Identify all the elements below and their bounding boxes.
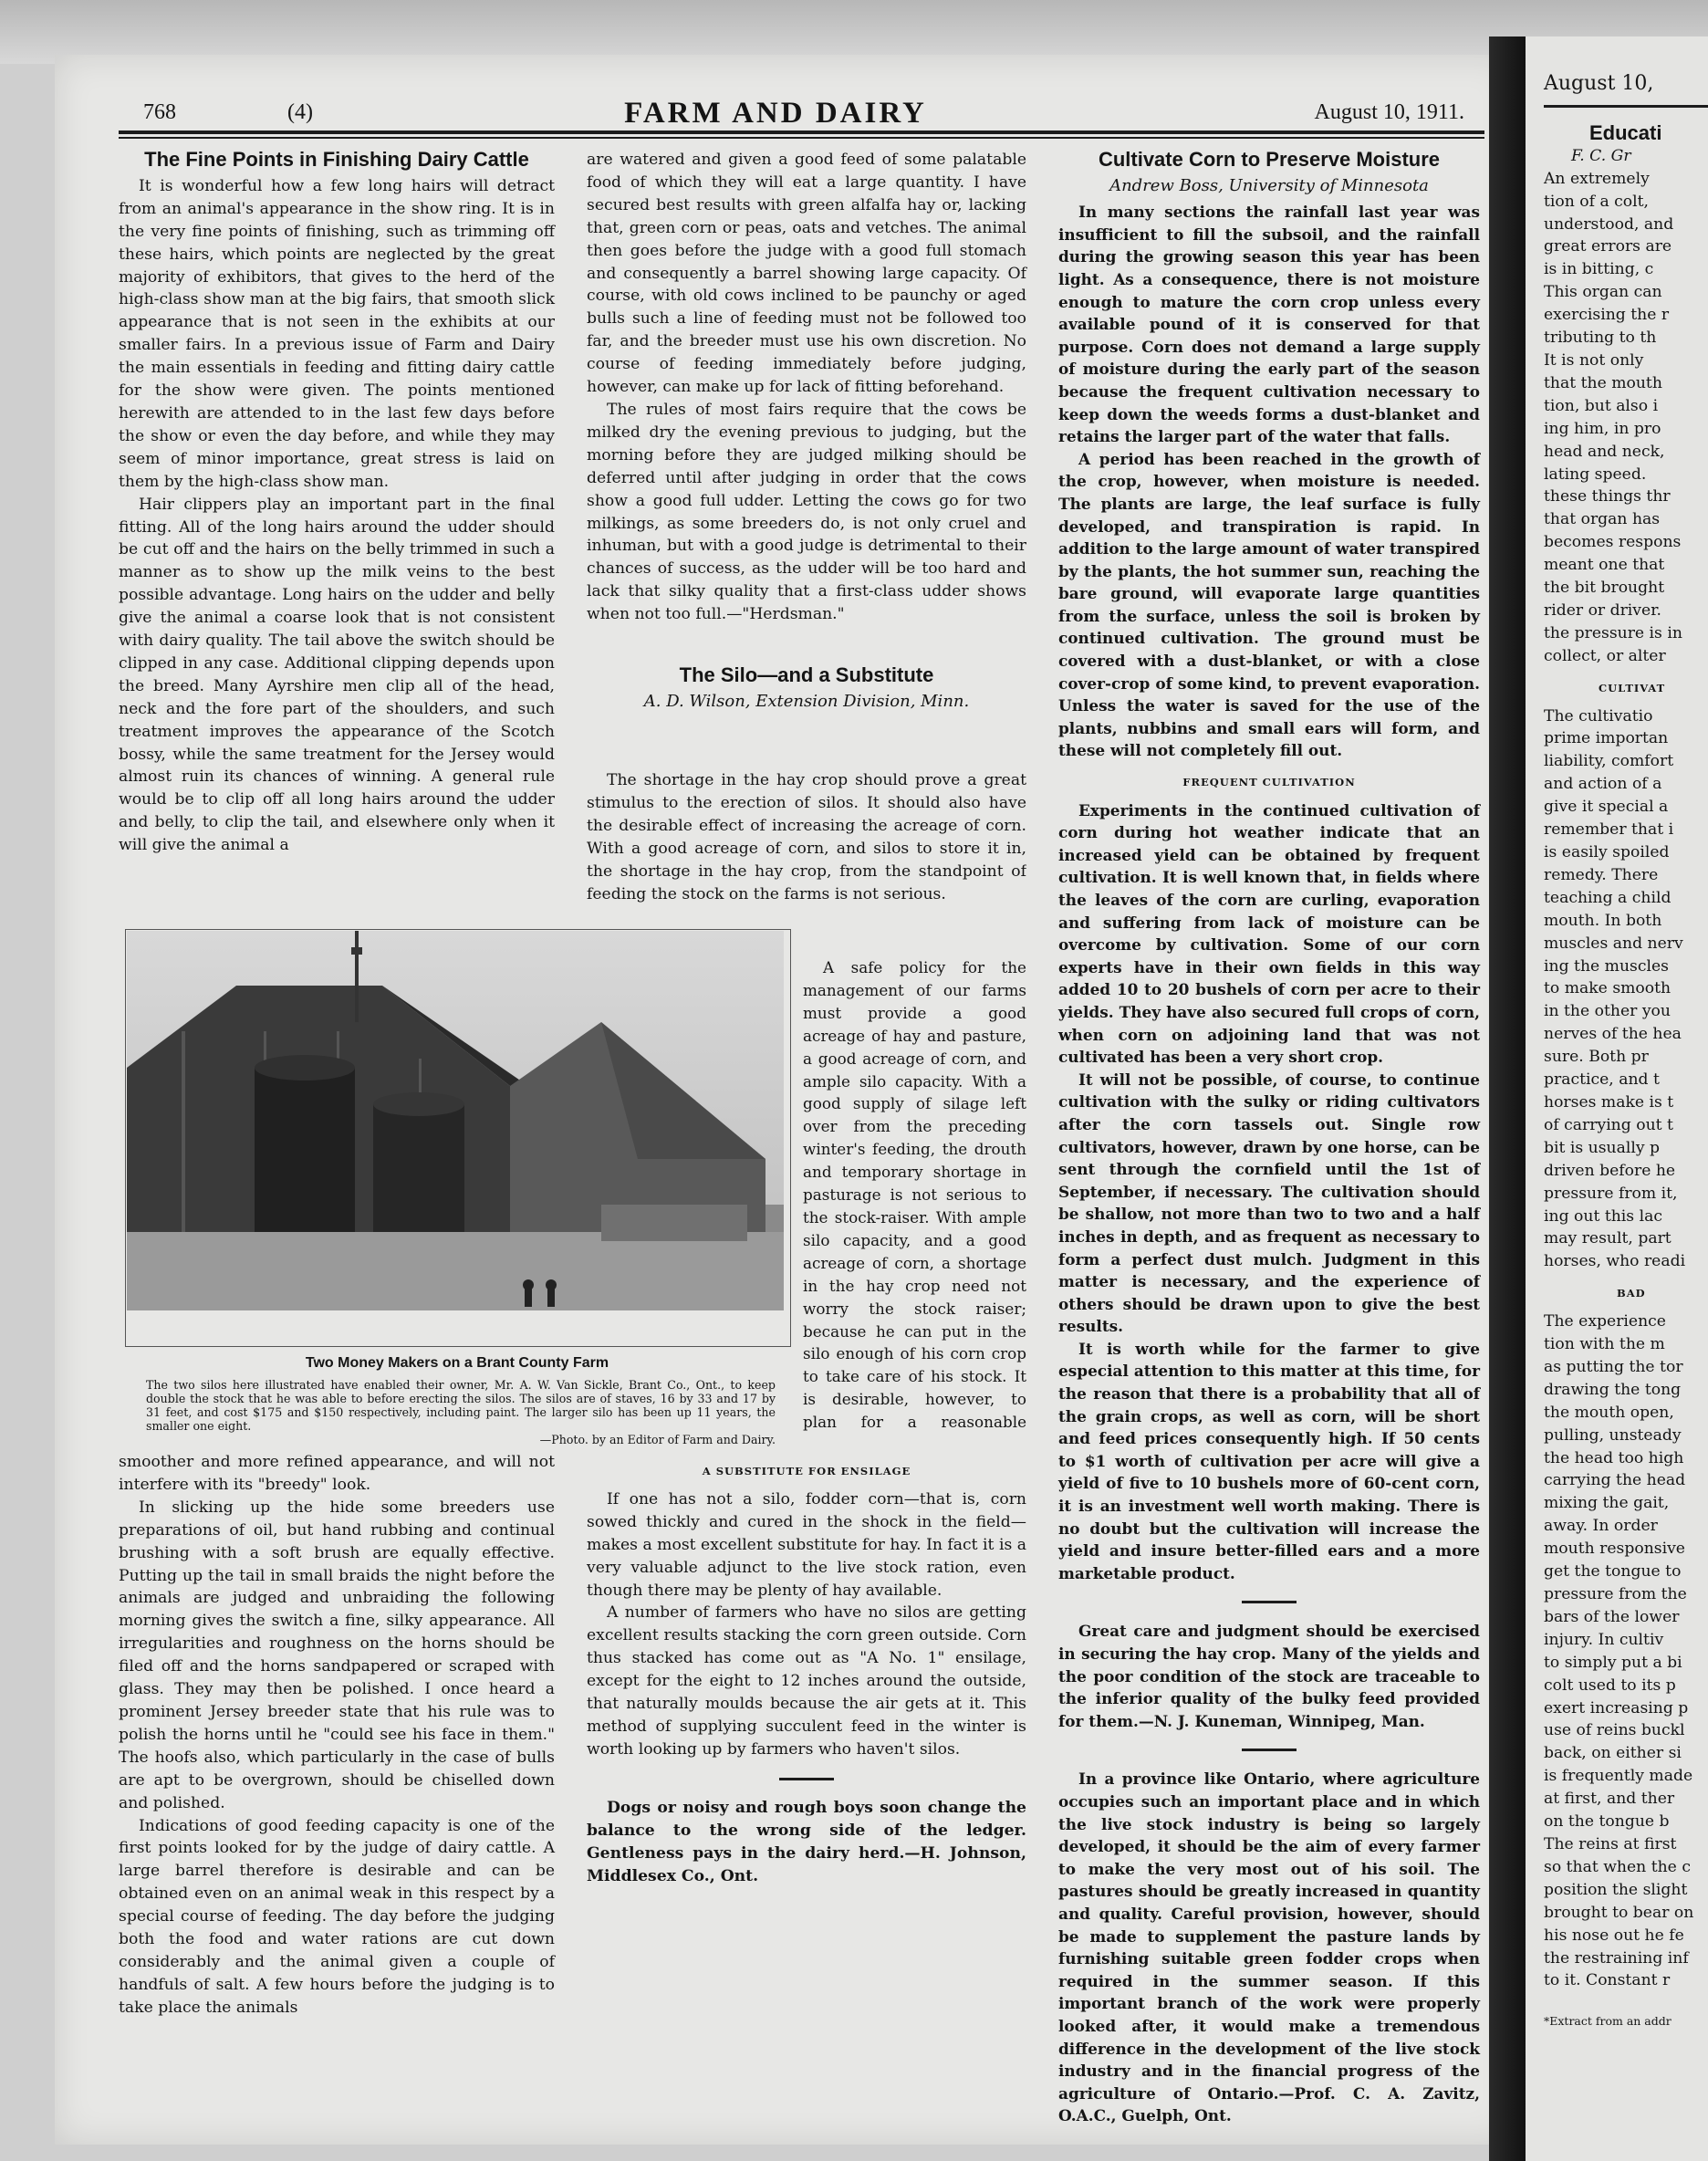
facing-text-line: tributing to th [1544, 329, 1657, 348]
article-title: The Silo—and a Substitute [679, 663, 934, 687]
masthead: FARM AND DAIRY [624, 97, 927, 130]
facing-text-line: remedy. There [1544, 865, 1659, 884]
facing-text-line: get the tongue to [1544, 1562, 1682, 1582]
facing-text-line: exert increasing p [1544, 1698, 1689, 1717]
facing-text-line: that the mouth [1544, 373, 1662, 392]
facing-text-line: carrying the head [1544, 1471, 1686, 1490]
facing-text-line: pulling, unsteady [1544, 1425, 1682, 1445]
subheading: A SUBSTITUTE FOR ENSILAGE [702, 1465, 911, 1477]
facing-text-line: these things thr [1544, 487, 1671, 506]
facing-text-line: mouth. In both [1544, 911, 1662, 930]
byline: A. D. Wilson, Extension Division, Minn. [643, 691, 970, 711]
facing-text-line: back, on either si [1544, 1744, 1682, 1763]
byline: Andrew Boss, University of Minnesota [1109, 175, 1429, 195]
facing-subheading-1: CULTIVAT [1599, 681, 1666, 694]
facing-text-line: position the slight [1544, 1880, 1688, 1899]
facing-text-line: is in bitting, c [1544, 260, 1654, 279]
facing-text-line: ing him, in pro [1544, 419, 1661, 438]
paragraph: A safe policy for the management of our farms must provide a good acreage of hay and pasture, a good acreage of corn, and ample silo capacity. With a good supply of silage left over from the preceding winter's feeding, the drouth and temporary shortage in pasturage is not serious to the stock-raiser. With ample silo capacity, and a good acreage of corn, a shortage in the hay crop need not worry the stock raiser; because he can put in the silo enough of his corn crop to take care of his stock. It is desirable, however, to plan for a reasonable [803, 958, 1026, 1432]
facing-text-line: at first, and ther [1544, 1790, 1675, 1809]
facing-header-rule [1544, 105, 1708, 108]
facing-text-line: as putting the tor [1544, 1357, 1683, 1376]
facing-text-line: bars of the lower [1544, 1607, 1680, 1626]
issue-date: August 10, 1911. [1314, 100, 1464, 124]
facing-text-line: The experience [1544, 1312, 1666, 1331]
facing-text-line: This organ can [1544, 283, 1662, 302]
paragraph: The shortage in the hay crop should prove a great stimulus to the erection of silos. It should also have the desirable effect of increasing the acreage of corn. With a good acreage of corn, and silos to store it in, the shortage in the hay crop, from the standpoint of feeding the stock on the farms is not serious. [587, 771, 1026, 903]
photo-credit: —Photo. by an Editor of Farm and Dairy. [539, 1433, 776, 1446]
facing-text-line: on the tongue b [1544, 1812, 1670, 1832]
facing-text-line: injury. In cultiv [1544, 1630, 1664, 1649]
facing-page-header: August 10, [1544, 72, 1654, 95]
facing-text-block-1 [1544, 168, 1708, 668]
facing-text-line: give it special a [1544, 798, 1669, 817]
paragraph: are watered and given a good feed of some palatable food of which they will eat a large quantity. I have secured best results with green alfalfa hay or, lacking that, green corn or peas, oats and vetches. The animal then goes before the judge with a good full stomach and consequently a barrel showing large capacity. Of course, with old cows inclined to be paunchy or aged bulls such a line of feeding must not be followed too far, and the breeder must use his own discretion. No course of feeding immediately before judging, however, can make up for lack of fitting beforehand. [587, 151, 1026, 397]
facing-text-line: understood, and [1544, 214, 1674, 234]
paragraph: In slicking up the hide some breeders use preparations of oil, but hand rubbing and continual brushing with a soft brush are equally effective. Putting up the tail in small braids the night before the animals are judged and unbraiding the following morning gives the switch a fine, silky appearance. All irregularities and roughness on the horns should be filed off and the horns sandpapered or scraped with glass. They may then be polished. I once heard a prominent Jersey breeder state that his rule was to polish the horns until he "could see his face in them." The hoofs also, which particularly in the case of bulls are apt to be overgrown, should be chiselled down and polished. [119, 1498, 555, 1812]
facing-text-line: of carrying out t [1544, 1115, 1673, 1134]
facing-text-line: The cultivatio [1544, 706, 1653, 726]
facing-text-line: the restraining inf [1544, 1948, 1689, 1968]
facing-text-line: the bit brought [1544, 579, 1665, 598]
facing-text-block-2 [1544, 705, 1708, 1274]
paragraph: It is wonderful how a few long hairs will detract from an animal's appearance in the show ring. It is in the very fine points of finishing, such as trimming off these hairs, which points are neglected by the great majority of exhibitors, that gives to the herd of the high-class show man at the big fairs, that smooth slick appearance that is not seen in the exhibits at our smaller fairs. In a previous issue of Farm and Dairy the main essentials in feeding and fitting dairy cattle for the show were given. The points mentioned herewith are attended to in the last few days before the show or even the day before, and while they may seem of minor importance, great stress is laid on them by the high-class show man. [119, 176, 555, 491]
paragraph: In many sections the rainfall last year was insufficient to fill the subsoil, and the rainfall during the growing season this year has been light. As a consequence, there is not moisture enough to mature the corn crop unless every available pound of it is conserved for that purpose. Corn does not demand a large supply of moisture during the early part of the season because the frequent cultivation necessary to keep down the weeds forms a dust-blanket and retains the larger part of the water that falls. [1058, 203, 1480, 446]
facing-text-line: the pressure is in [1544, 623, 1682, 642]
facing-text-line: becomes respons [1544, 533, 1682, 552]
facing-text-line: sure. Both pr [1544, 1048, 1649, 1067]
facing-subheading-2: BAD [1617, 1287, 1646, 1300]
paragraph: smoother and more refined appearance, and will not interfere with its "breedy" look. [119, 1453, 555, 1494]
facing-text-line: mouth responsive [1544, 1540, 1685, 1559]
facing-text-line: lating speed. [1544, 465, 1647, 484]
paragraph: Hair clippers play an important part in the final fitting. All of the long hairs around the udder should be cut off and the hairs on the belly trimmed in such a manner as to show up the milk veins to the best possible advantage. Long hairs on the udder and belly give the animal a coarse look that is not consistent with dairy quality. The tail above the switch should be clipped in any case. Additional clipping depends upon the breed. Many Ayrshire men clip all of the head, neck and the fore part of the shoulders, and such treatment improves the appearance of the Scotch bossy, while the same treatment for the Jersey would almost ruin its chances of winning. A general rule would be to clip off all long hairs around the udder and belly, to clip the tail, and elsewhere only when it will give the animal a [119, 495, 555, 855]
facing-text-line: nerves of the hea [1544, 1025, 1682, 1044]
facing-page [1526, 37, 1708, 2161]
facing-text-line: may result, part [1544, 1229, 1672, 1248]
page-gutter-shadow [1489, 37, 1526, 2161]
facing-article-title: Educati [1589, 120, 1662, 144]
facing-text-line: prime importan [1544, 729, 1669, 748]
caption-text: The two silos here illustrated have enabled their owner, Mr. A. W. Van Sickle, Brant Co., Ont., to keep double the stock that he was able to before erecting the silos. The silos are of staves, 16 by 33 and 17 by 31 feet, and cost $175 and $150 respectively, including paint. The larger silo has been up 11 years, the smaller one eight. [146, 1378, 776, 1433]
column-1-top [119, 149, 555, 857]
paragraph: If one has not a silo, fodder corn—that is, corn sowed thickly and cured in the shock in the field—makes a most excellent substitute for hay. In fact it is a very valuable adjunct to the live stock ration, even though there may be plenty of hay available. [587, 1489, 1026, 1600]
facing-text-line: that organ has [1544, 510, 1661, 529]
article-title: The Fine Points in Finishing Dairy Cattle [144, 148, 529, 171]
barn-silo-photo [127, 931, 784, 1310]
facing-text-line: to simply put a bi [1544, 1653, 1682, 1672]
facing-text-line: brought to bear on [1544, 1903, 1694, 1922]
facing-text-line: tion, but also i [1544, 396, 1659, 415]
facing-text-line: An extremely [1544, 169, 1650, 188]
facing-text-line: The reins at first [1544, 1834, 1677, 1853]
facing-text-line: horses make is t [1544, 1092, 1674, 1112]
paragraph: A number of farmers who have no silos are getting excellent results stacking the corn green outside. Corn thus stacked has come out as "A No. 1" ensilage, except for the eight to 12 inches around the outside, that naturally moulds because the air gets at it. This method of supplying succulent feed in the winter is worth looking up by farmers who haven't silos. [587, 1603, 1026, 1759]
facing-footnote: *Extract from an addr [1544, 2014, 1672, 2029]
facing-text-line: pressure from the [1544, 1585, 1687, 1603]
facing-text-line: head and neck, [1544, 442, 1665, 461]
facing-text-line: practice, and t [1544, 1070, 1660, 1090]
page-number: 768 [143, 100, 176, 124]
facing-text-line: pressure from it, [1544, 1184, 1678, 1203]
header-rule-thick [119, 130, 1484, 134]
facing-text-line: the head too high [1544, 1448, 1684, 1467]
subheading: FREQUENT CULTIVATION [1182, 776, 1356, 789]
facing-text-line: and action of a [1544, 775, 1662, 794]
column-2-silo-intro [587, 769, 1026, 924]
paragraph: Indications of good feeding capacity is one of the first points looked for by the judge of dairy cattle. A large barrel therefore is desirable and can be obtained even on an animal weak in this respect by a special course of feeding. The day before the judging both the food and water rations are cut down considerably and the animal given a couple of handfuls of salt. A few hours before the judging is to take place the animals [119, 1816, 555, 2017]
divider [1242, 1749, 1297, 1751]
facing-text-line: colt used to its p [1544, 1676, 1676, 1695]
facing-text-line: It is not only [1544, 350, 1644, 370]
facing-text-line: ing the muscles [1544, 956, 1669, 976]
facing-byline: F. C. Gr [1571, 146, 1631, 165]
facing-page-column [1544, 73, 1708, 2033]
facing-text-line: to make smooth [1544, 979, 1672, 998]
paragraph: A period has been reached in the growth of the crop, however, when moisture is needed. The plants are large, the leaf surface is fully developed, and transpiration is rapid. In addition to the large amount of water transpired by the plants, the hot summer sun, reaching the bare ground, will evaporate large quantities from the surface, unless the soil is broken by continued cultivation. The ground must be covered with a dust-blanket, or with a close cover-crop of some kind, to prevent evaporation. Unless the water is saved for the use of the plants, nubbins and small ears will form, and these will not completely fill out. [1058, 449, 1480, 760]
header-rule-thin [119, 137, 1484, 139]
column-1-bottom [119, 1451, 555, 2020]
paragraph: Dogs or noisy and rough boys soon change the balance to the wrong side of the ledger. Gentleness pays in the dairy herd.—H. Johnson, Middlesex Co., Ont. [587, 1798, 1026, 1885]
column-2-narrow [803, 956, 1026, 1435]
facing-text-line: bit is usually p [1544, 1138, 1661, 1157]
facing-text-line: the mouth open, [1544, 1403, 1674, 1422]
paragraph: Experiments in the continued cultivation of corn during hot weather indicate that an increased yield can be obtained by frequent cultivation. It is well known that, in fields where the leaves of the corn are curling, evaporation and suffering from lack of moisture can be overcome by cultivation. Some of our corn experts have in their own fields in this way added 10 to 20 bushels of corn per acre to their yields. They have also secured full crops of corn, when corn on adjoining land that was not cultivated has been a very short crop. [1058, 800, 1480, 1067]
paragraph: In a province like Ontario, where agriculture occupies such an important place and in which the live stock industry is being so largely developed, it should be the aim of every farmer to make the very most out of his soil. The pastures should be greatly increased in quantity and quality. Careful provision, however, should be made to supplement the pasture lands by furnishing suitable green fodder crops when required in the summer season. If this important branch of the work were properly looked after, it would make a tremendous difference in the development of the live stock industry and in the financial progress of the agriculture of Ontario.—Prof. C. A. Zavitz, O.A.C., Guelph, Ont. [1058, 1770, 1480, 2125]
paragraph: It is worth while for the farmer to give especial attention to this matter at this time, for the reason that there is a probability that all of the grain crops, as well as corn, will be short and feed prices consequently high. If 50 cents to $1 worth of cultivation per acre will give a yield of five to 10 bushels more of 60-cent corn, it is an investment well worth making. There is no doubt but the cultivation will increase the yield and insure better-filled ears and a more marketable product. [1058, 1339, 1480, 1582]
facing-text-line: ing out this lac [1544, 1206, 1662, 1226]
facing-text-line: remember that i [1544, 820, 1674, 840]
facing-text-line: collect, or alter [1544, 646, 1666, 665]
facing-text-line: is easily spoiled [1544, 843, 1670, 861]
column-2-top [587, 149, 1026, 717]
facing-text-line: mixing the gait, [1544, 1494, 1670, 1513]
facing-text-line: great errors are [1544, 237, 1672, 256]
facing-text-line: use of reins buckl [1544, 1721, 1685, 1740]
facing-text-line: tion of a colt, [1544, 192, 1650, 211]
facing-text-line: driven before he [1544, 1161, 1676, 1180]
facing-text-line: meant one that [1544, 556, 1665, 575]
photo-caption [146, 1378, 776, 1446]
facing-text-line: so that when the c [1544, 1857, 1691, 1876]
facing-text-line: liability, comfort [1544, 752, 1674, 771]
facing-text-line: rider or driver. [1544, 600, 1661, 620]
facing-text-line: horses, who readi [1544, 1252, 1686, 1271]
facing-text-line: exercising the r [1544, 306, 1670, 325]
divider [1242, 1601, 1297, 1603]
facing-text-line: his nose out he fe [1544, 1926, 1684, 1945]
facing-text-line: to it. Constant r [1544, 1971, 1671, 1990]
divider [779, 1778, 834, 1780]
section-number: (4) [287, 100, 313, 124]
paragraph: Great care and judgment should be exercised in securing the hay crop. Many of the yields and the poor condition of the stock are traceable to the inferior quality of the bulky feed provided for them.—N. J. Kuneman, Winnipeg, Man. [1058, 1622, 1480, 1730]
facing-text-line: is frequently made [1544, 1767, 1693, 1786]
facing-text-line: in the other you [1544, 1002, 1671, 1021]
facing-text-line: muscles and nerv [1544, 934, 1683, 953]
column-2-bottom [587, 1451, 1026, 1887]
column-3 [1058, 149, 1480, 2127]
facing-text-line: tion with the m [1544, 1335, 1665, 1354]
facing-text-line: away. In order [1544, 1517, 1658, 1536]
facing-text-line: drawing the tong [1544, 1380, 1682, 1399]
photo-title: Two Money Makers on a Brant County Farm [305, 1355, 609, 1371]
paragraph: It will not be possible, of course, to continue cultivation with the sulky or riding cultivators after the corn tassels out. Single row cultivators, however, drawn by one horse, can be sent through the cornfield until the 1st of September, if necessary. The cultivation should be shallow, not more than two to two and a half inches in depth, and as frequent as necessary to form a perfect dust mulch. Judgment in this matter is necessary, and the experience of others should be drawn upon to give the best results. [1058, 1070, 1480, 1336]
paragraph: The rules of most fairs require that the cows be milked dry the evening previous to judging, but the morning before they are judged milking should be deferred until after judging in order that the cows show a good full udder. Letting the cows go for two milkings, as some breeders do, is not only cruel and inhuman, but with a good judge is detrimental to their chances of success, as the udder will be too hard and lack that silky quality that a first-class udder shows when not too full.—"Herdsman." [587, 400, 1026, 624]
facing-text-line: teaching a child [1544, 888, 1672, 907]
facing-text-block-3 [1544, 1310, 1708, 1992]
article-title: Cultivate Corn to Preserve Moisture [1098, 148, 1441, 171]
